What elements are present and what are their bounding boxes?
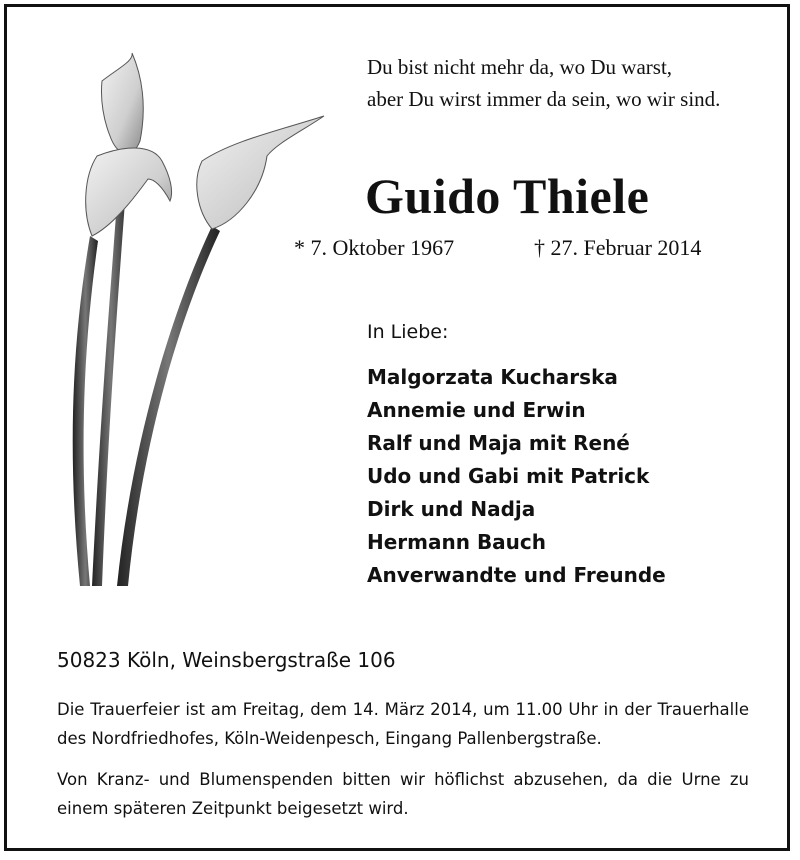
mourner-item: Udo und Gabi mit Patrick (367, 464, 650, 488)
calla-lily-icon (62, 51, 332, 591)
mourner-item: Ralf und Maja mit René (367, 431, 630, 455)
mourner-item: Annemie und Erwin (367, 398, 586, 422)
obituary-notice (4, 4, 790, 851)
address: 50823 Köln, Weinsbergstraße 106 (57, 648, 396, 672)
mourner-item: Anverwandte und Freunde (367, 563, 666, 587)
mourners-list (367, 361, 666, 592)
service-info: Die Trauerfeier ist am Freitag, dem 14. März 2014, um 11.00 Uhr in der Trauerhalle des Nordfriedhofes, Köln-Weidenpesch, Eingang Pallenbergstraße. (57, 700, 749, 748)
flowers-notice: Von Kranz- und Blumenspenden bitten wir höflichst abzusehen, da die Urne zu einem späteren Zeitpunkt beigesetzt wird. (57, 770, 749, 818)
memorial-quote (367, 51, 787, 115)
quote-line: Du bist nicht mehr da, wo Du warst, (367, 55, 673, 79)
in-love-label: In Liebe: (367, 321, 449, 343)
deceased-name: Guido Thiele (365, 168, 650, 224)
mourner-item: Dirk und Nadja (367, 497, 536, 521)
birth-date: * 7. Oktober 1967 (294, 235, 455, 260)
mourner-item: Hermann Bauch (367, 530, 547, 554)
quote-line: aber Du wirst immer da sein, wo wir sind. (367, 87, 721, 111)
mourner-item: Malgorzata Kucharska (367, 365, 618, 389)
death-date: † 27. Februar 2014 (534, 235, 702, 260)
